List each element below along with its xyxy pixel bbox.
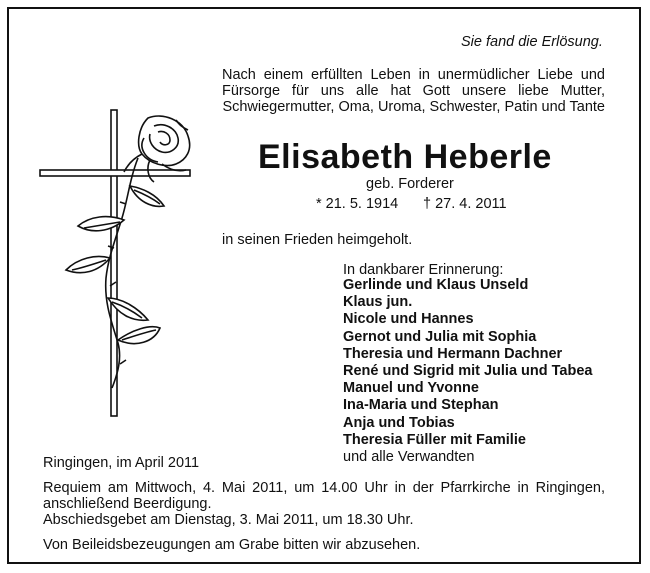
mourners-closing: und alle Verwandten bbox=[343, 449, 475, 466]
mourner-name: Theresia und Hermann Dachner bbox=[343, 345, 563, 362]
place-date: Ringingen, im April 2011 bbox=[43, 455, 200, 471]
mourner-name: Gernot und Julia mit Sophia bbox=[343, 328, 537, 345]
death-date: † 27. 4. 2011 bbox=[423, 196, 507, 212]
service-line: Abschiedsgebet am Dienstag, 3. Mai 2011, um 18.30 Uhr. bbox=[43, 512, 414, 528]
mourner-name: Theresia Füller mit Familie bbox=[343, 431, 526, 448]
mourners-list bbox=[343, 277, 592, 466]
mourner-name: Gerlinde und Klaus Unseld bbox=[343, 277, 529, 293]
birth-date: * 21. 5. 1914 bbox=[316, 196, 399, 212]
condolence-note: Von Beileidsbezeugungen am Grabe bitten wir abzusehen. bbox=[43, 537, 421, 553]
mourner-name: Nicole und Hannes bbox=[343, 311, 474, 328]
intro-line: Fürsorge für uns alle hat Gott unsere liebe Mutter, bbox=[222, 83, 605, 99]
intro-line: Schwiegermutter, Oma, Uroma, Schwester, Patin und Tante bbox=[222, 99, 605, 115]
motto: Sie fand die Erlösung. bbox=[461, 34, 603, 50]
peace-line: in seinen Frieden heimgeholt. bbox=[222, 232, 413, 248]
mourner-name: Ina-Maria und Stephan bbox=[343, 397, 499, 414]
birth-name: geb. Forderer bbox=[366, 176, 454, 192]
mourners-heading: In dankbarer Erinnerung: bbox=[343, 262, 504, 278]
mourner-name: Manuel und Yvonne bbox=[343, 380, 479, 397]
mourner-name: Klaus jun. bbox=[343, 294, 413, 311]
service-line: anschließend Beerdigung. bbox=[43, 496, 212, 512]
service-line: Requiem am Mittwoch, 4. Mai 2011, um 14.00 Uhr in der Pfarrkirche in Ringingen, bbox=[43, 480, 605, 496]
cross-with-rose-icon bbox=[38, 108, 198, 428]
intro-text bbox=[222, 67, 605, 115]
intro-line: Nach einem erfüllten Leben in unermüdlicher Liebe und bbox=[222, 67, 605, 83]
deceased-name: Elisabeth Heberle bbox=[258, 138, 552, 176]
mourner-name: René und Sigrid mit Julia und Tabea bbox=[343, 363, 593, 380]
mourner-name: Anja und Tobias bbox=[343, 414, 455, 431]
